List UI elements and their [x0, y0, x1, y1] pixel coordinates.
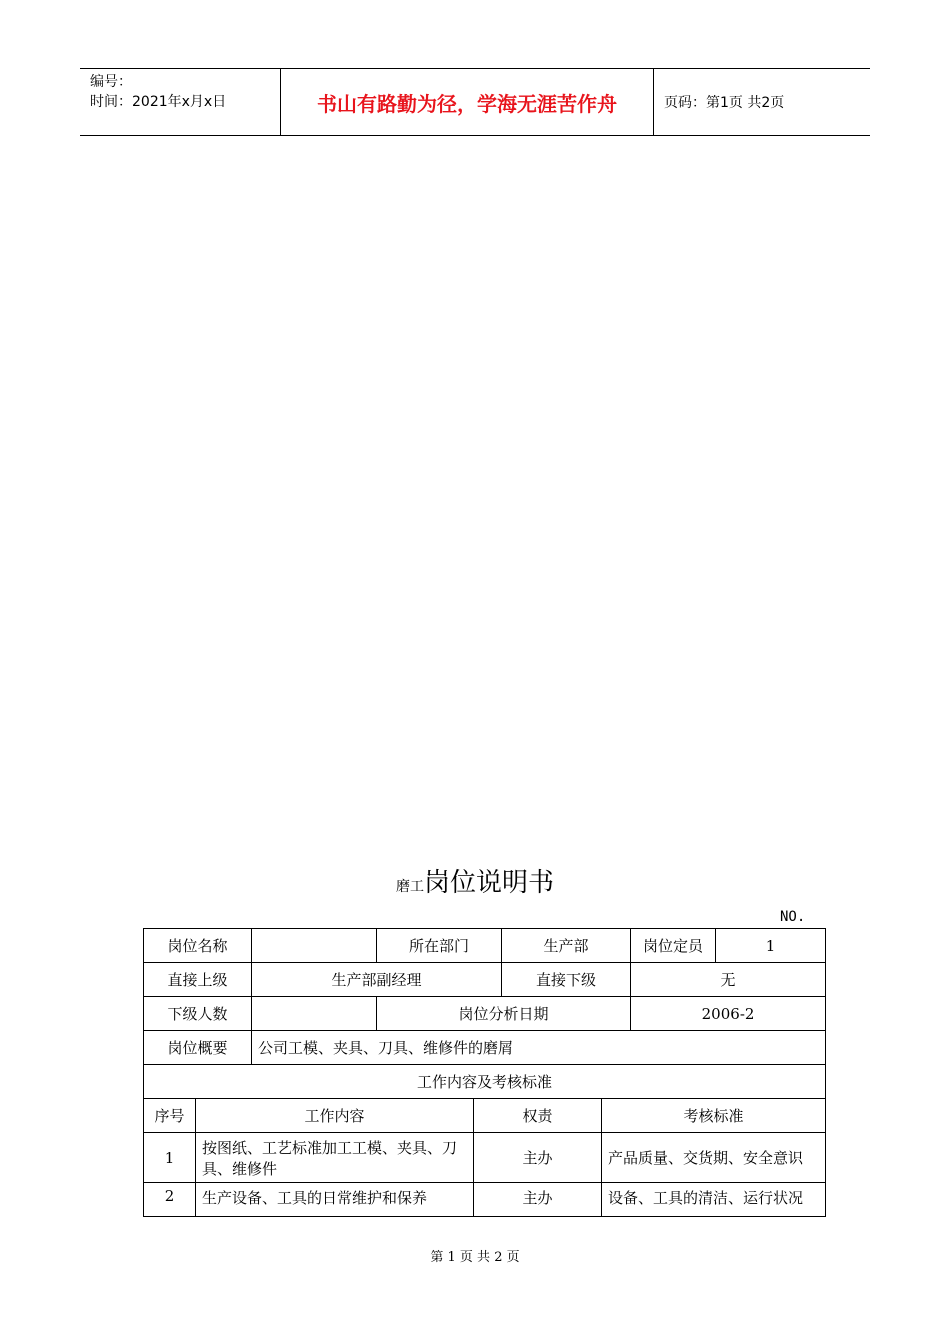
table-row	[144, 1031, 826, 1065]
job-description-table	[143, 928, 826, 1217]
time-label: 时间：2021年x月x日	[90, 94, 227, 110]
cell-value: 无	[631, 963, 826, 997]
section-heading: 工作内容及考核标准	[144, 1065, 826, 1099]
table-row	[144, 997, 826, 1031]
title-prefix: 磨工	[395, 879, 424, 895]
title-main: 岗位说明书	[423, 868, 554, 898]
cell-label: 直接下级	[502, 963, 631, 997]
item-role: 主办	[474, 1183, 602, 1217]
table-row	[144, 1133, 826, 1183]
cell-value: 生产部副经理	[252, 963, 502, 997]
cell-value	[252, 929, 377, 963]
col-header: 考核标准	[602, 1099, 826, 1133]
header-motto: 书山有路勤为径，学海无涯苦作舟	[281, 69, 654, 135]
col-header: 权责	[474, 1099, 602, 1133]
table-row	[144, 929, 826, 963]
item-content: 按图纸、工艺标准加工工模、夹具、刀具、维修件	[196, 1133, 474, 1183]
document-title	[0, 862, 950, 899]
cell-value: 2006-2	[631, 997, 826, 1031]
col-header: 序号	[144, 1099, 196, 1133]
table-row	[144, 963, 826, 997]
item-standard: 产品质量、交货期、安全意识	[602, 1133, 826, 1183]
column-header-row	[144, 1099, 826, 1133]
cell-value: 公司工模、夹具、刀具、维修件的磨屑	[252, 1031, 826, 1065]
col-header: 工作内容	[196, 1099, 474, 1133]
section-row	[144, 1065, 826, 1099]
header-page-info: 页码：第1页 共2页	[664, 95, 785, 111]
cell-value: 生产部	[502, 929, 631, 963]
cell-label: 下级人数	[144, 997, 252, 1031]
cell-label: 岗位名称	[144, 929, 252, 963]
cell-value	[252, 997, 377, 1031]
cell-label: 直接上级	[144, 963, 252, 997]
cell-label: 岗位概要	[144, 1031, 252, 1065]
no-label: NO.	[780, 909, 806, 925]
page-header	[80, 68, 870, 136]
page-footer: 第 1 页 共 2 页	[430, 1250, 520, 1265]
table-row	[144, 1183, 826, 1217]
item-role: 主办	[474, 1133, 602, 1183]
item-standard: 设备、工具的清洁、运行状况	[602, 1183, 826, 1217]
cell-label: 岗位定员	[631, 929, 716, 963]
item-number: 1	[144, 1133, 196, 1183]
cell-label: 岗位分析日期	[377, 997, 631, 1031]
item-content: 生产设备、工具的日常维护和保养	[196, 1183, 474, 1217]
cell-label: 所在部门	[377, 929, 502, 963]
cell-value: 1	[716, 929, 826, 963]
number-label: 编号：	[90, 74, 132, 90]
header-meta	[80, 69, 281, 135]
item-number: 2	[144, 1183, 196, 1217]
